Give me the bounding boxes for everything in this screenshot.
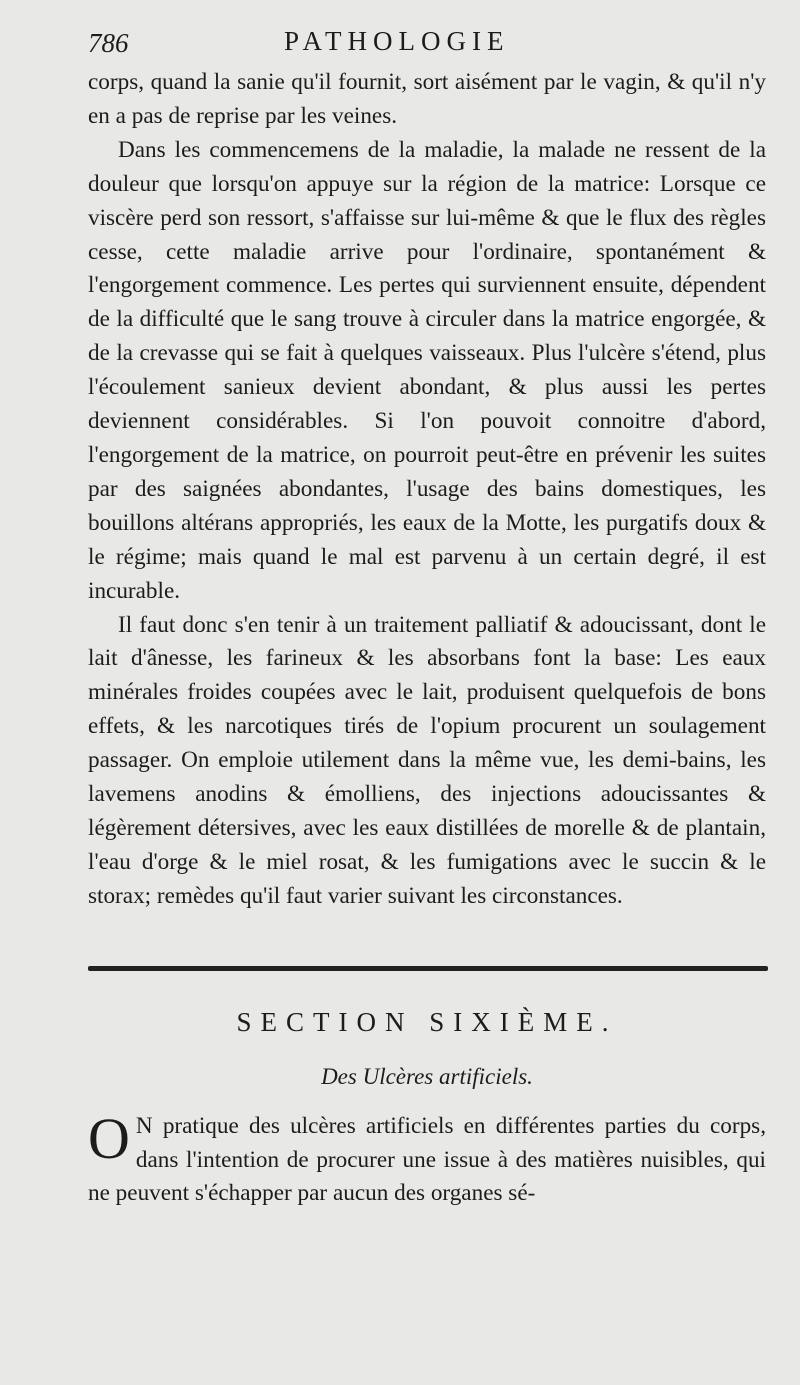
section-first-paragraph bbox=[88, 1105, 766, 1212]
section-first-paragraph-text: N pratique des ulcères artificiels en différentes parties du corps, dans l'intention de procurer une issue à des matières nuisibles, qui ne peuvent s'échapper par aucun des organes sé- bbox=[88, 1112, 766, 1207]
drop-cap: O bbox=[88, 1105, 130, 1171]
section-divider bbox=[88, 966, 766, 971]
body-text bbox=[88, 66, 766, 914]
paragraph: Dans les commencemens de la maladie, la malade ne ressent de la douleur que lorsqu'on appuye sur la région de la matrice: Lorsque ce viscère perd son ressort, s'affaisse sur lui-même & que le flux des règles cesse, cette maladie arrive pour l'ordinaire, spontanément & l'engorgement commence. Les pertes qui surviennent ensuite, dépendent de la difficulté que le sang trouve à circuler dans la matrice engorgée, & de la crevasse qui se fait à quelques vaisseaux. Plus l'ulcère s'étend, plus l'écoulement sanieux devient abondant, & plus aussi les pertes deviennent considérables. Si l'on pouvoit connoitre d'abord, l'engorgement de la matrice, on pourroit peut-être en prévenir les suites par des saignées abondantes, l'usage des bains domestiques, les bouillons altérans appropriés, les eaux de la Motte, les purgatifs doux & le régime; mais quand le mal est parvenu à un certain degré, il est incurable. bbox=[88, 136, 766, 604]
paragraph: Il faut donc s'en tenir à un traitement palliatif & adoucissant, dont le lait d'ânesse, les farineux & les absorbans font la base: Les eaux minérales froides coupées avec le lait, produisent quelquefois de bons effets, & les narcotiques tirés de l'opium procurent un soulagement passager. On emploie utilement dans la même vue, les demi-bains, les lavemens anodins & émolliens, des injections adoucissantes & légèrement détersives, avec les eaux distillées de morelle & de plantain, l'eau d'orge & le miel rosat, & les fumigations avec le succin & le storax; remèdes qu'il faut varier suivant les circonstances. bbox=[88, 611, 766, 909]
section-heading: SECTION SIXIÈME. bbox=[236, 1006, 618, 1037]
running-head bbox=[88, 22, 766, 66]
horizontal-rule bbox=[88, 966, 768, 971]
section-subtitle: Des Ulcères artificiels. bbox=[321, 1063, 533, 1089]
running-title: PATHOLOGIE bbox=[284, 26, 510, 56]
page-number: 786 bbox=[88, 28, 129, 58]
section-body bbox=[88, 1105, 766, 1212]
paragraph-continuation: corps, quand la sanie qu'il fournit, sort aisément par le vagin, & qu'il n'y en a pas de reprise par les veines. bbox=[88, 69, 766, 129]
